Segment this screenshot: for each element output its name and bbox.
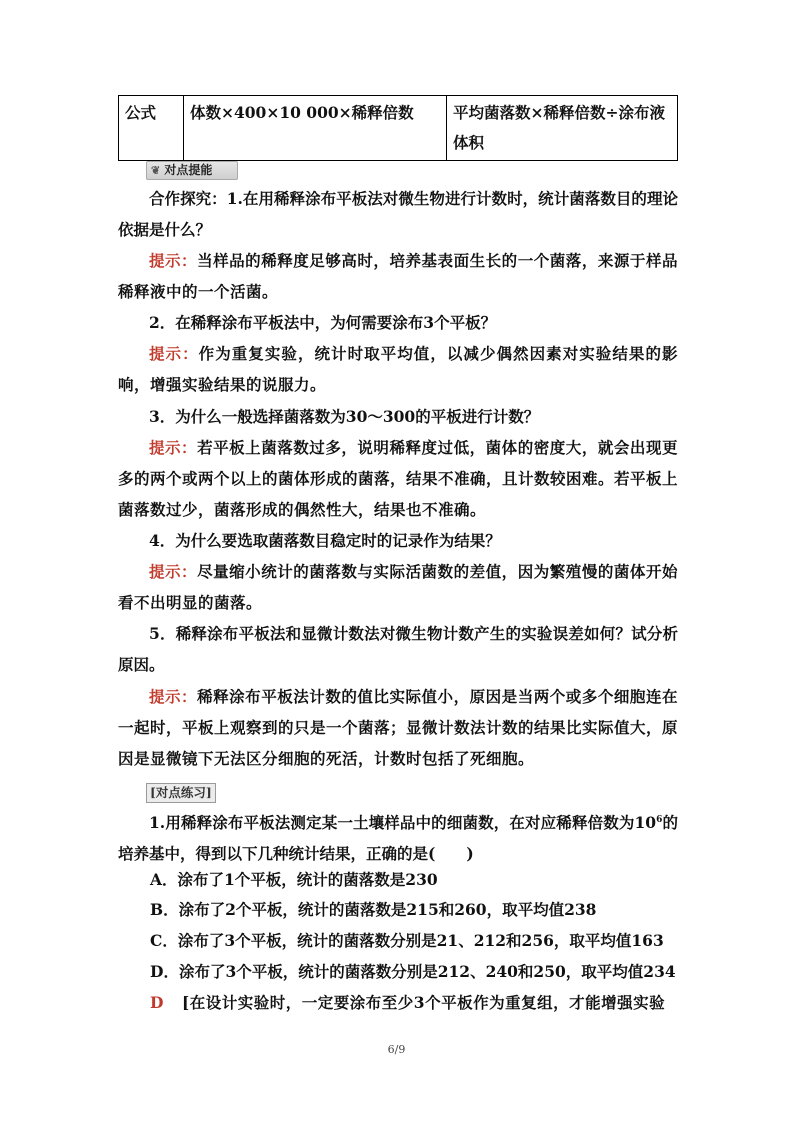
formula-table [118, 95, 678, 161]
answer-explanation: [在设计实验时，一定要涂布至少3个平板作为重复组，才能增强实验 [181, 993, 666, 1012]
question-3: 3．为什么一般选择菌落数为30～300的平板进行计数？ [149, 407, 540, 426]
section-badge-practice-ability [146, 161, 238, 180]
question-4: 4．为什么要选取菌落数目稳定时的记录作为结果？ [149, 531, 501, 550]
hint-2 [118, 338, 678, 400]
table-cell-formula-2: 平均菌落数×稀释倍数÷涂布液体积 [447, 96, 678, 161]
hint-text: 若平板上菌落数过多，说明稀释度过低，菌体的密度大，就会出现更多的两个或两个以上的菌体形成的菌落，结果不准确，且计数较困难。若平板上菌落数过少，菌落形成的偶然性大，结果也不准确。 [118, 438, 679, 519]
hint-label: 提示： [149, 438, 198, 457]
hint-label: 提示： [149, 687, 198, 706]
question-5: 5．稀释涂布平板法和显微计数法对微生物计数产生的实验误差如何？试分析原因。 [118, 624, 678, 674]
exercise-stem-part-1: 1.用稀释涂布平板法测定某一土壤样品中的细菌数，在对应稀释倍数为10 [149, 813, 657, 833]
section-badge-exercise: [对点练习] [146, 783, 216, 803]
hint-label: 提示： [149, 251, 198, 270]
question-1: 合作探究：1.在用稀释涂布平板法对微生物进行计数时，统计菌落数目的理论依据是什么？ [118, 189, 678, 239]
leaf-icon: ❦ [151, 164, 161, 177]
hint-text: 稀释涂布平板法计数的值比实际值小，原因是当两个或多个细胞连在一起时，平板上观察到的只是一个菌落；显微计数法计数的结果比实际值大，原因是显微镜下无法区分细胞的死活，计数时包括了死细胞。 [118, 687, 679, 768]
page-number: 6/9 [387, 1043, 406, 1056]
exercise-stem-exponent: 6 [656, 815, 663, 825]
table-row [119, 96, 678, 161]
answer-line [150, 988, 665, 1018]
option-a: A．涂布了1个平板，统计的菌落数是230 [150, 870, 438, 889]
answer-letter: D [150, 993, 164, 1012]
option-d: D．涂布了3个平板，统计的菌落数分别是212、240和250，取平均值234 [150, 962, 676, 981]
hint-1 [118, 245, 678, 307]
table-cell-label: 公式 [119, 96, 184, 161]
section-badge-label: 对点提能 [164, 163, 213, 177]
hint-4 [118, 556, 678, 618]
exercise-stem [118, 805, 678, 869]
hint-3 [118, 432, 678, 525]
hint-label: 提示： [149, 344, 199, 363]
option-c: C．涂布了3个平板，统计的菌落数分别是21、212和256，取平均值163 [150, 931, 664, 950]
exercise-stem-part-2: 的培养基中，得到以下几种统计结果，正确的是( ) [118, 813, 678, 864]
hint-text: 当样品的稀释度足够高时，培养基表面生长的一个菌落，来源于样品稀释液中的一个活菌。 [118, 251, 678, 301]
hint-text: 作为重复实验，统计时取平均值，以减少偶然因素对实验结果的影响，增强实验结果的说服力。 [118, 344, 678, 394]
hint-label: 提示： [149, 562, 198, 581]
hint-5 [118, 681, 678, 774]
hint-text: 尽量缩小统计的菌落数与实际活菌数的差值，因为繁殖慢的菌体开始看不出明显的菌落。 [118, 562, 678, 612]
question-2: 2．在稀释涂布平板法中，为何需要涂布3个平板？ [149, 313, 497, 332]
table-cell-formula-1: 体数×400×10 000×稀释倍数 [184, 96, 447, 161]
option-b: B．涂布了2个平板，统计的菌落数是215和260，取平均值238 [150, 900, 597, 919]
